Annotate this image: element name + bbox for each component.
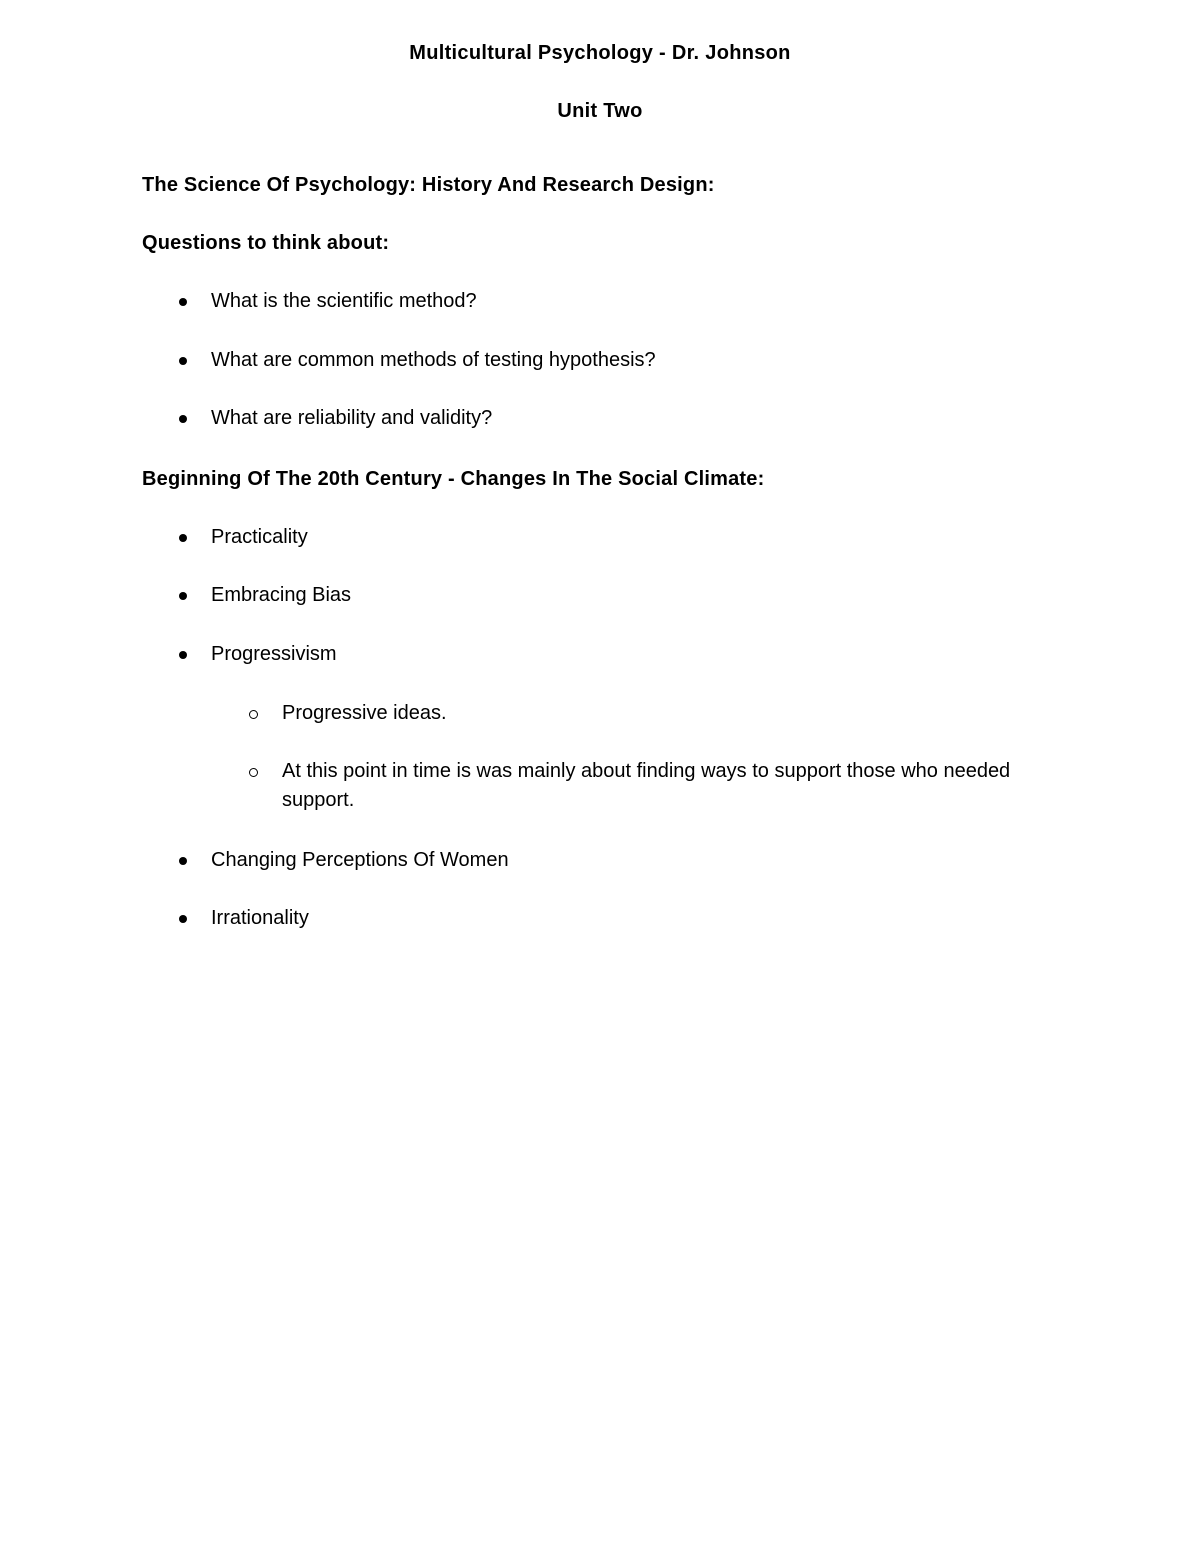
bullet-icon xyxy=(179,534,187,542)
section-heading-20th-century: Beginning Of The 20th Century - Changes In The Social Climate: xyxy=(142,468,765,490)
bullet-icon xyxy=(179,298,187,306)
bullet-icon xyxy=(179,857,187,865)
progressivism-subitem: At this point in time is was mainly about finding ways to support those who needed support. xyxy=(282,760,1011,811)
climate-item: Embracing Bias xyxy=(211,584,352,606)
bullet-icon xyxy=(179,415,187,423)
bullet-icon xyxy=(179,357,187,365)
section-heading-science: The Science Of Psychology: History And Research Design: xyxy=(142,174,715,196)
climate-item: Changing Perceptions Of Women xyxy=(211,849,509,871)
question-item: What are reliability and validity? xyxy=(211,407,493,429)
sub-bullet-icon xyxy=(249,768,258,777)
progressivism-subitem: Progressive ideas. xyxy=(282,702,447,724)
questions-subheading: Questions to think about: xyxy=(142,232,390,254)
climate-item: Practicality xyxy=(211,526,308,548)
climate-item: Progressivism xyxy=(211,643,337,665)
bullet-icon xyxy=(179,915,187,923)
climate-item: Irrationality xyxy=(211,907,309,929)
question-item: What is the scientific method? xyxy=(211,290,477,312)
question-item: What are common methods of testing hypothesis? xyxy=(211,349,656,371)
unit-title: Unit Two xyxy=(557,100,643,122)
sub-bullet-icon xyxy=(249,710,258,719)
bullet-icon xyxy=(179,592,187,600)
bullet-icon xyxy=(179,651,187,659)
document-title: Multicultural Psychology - Dr. Johnson xyxy=(409,42,791,64)
